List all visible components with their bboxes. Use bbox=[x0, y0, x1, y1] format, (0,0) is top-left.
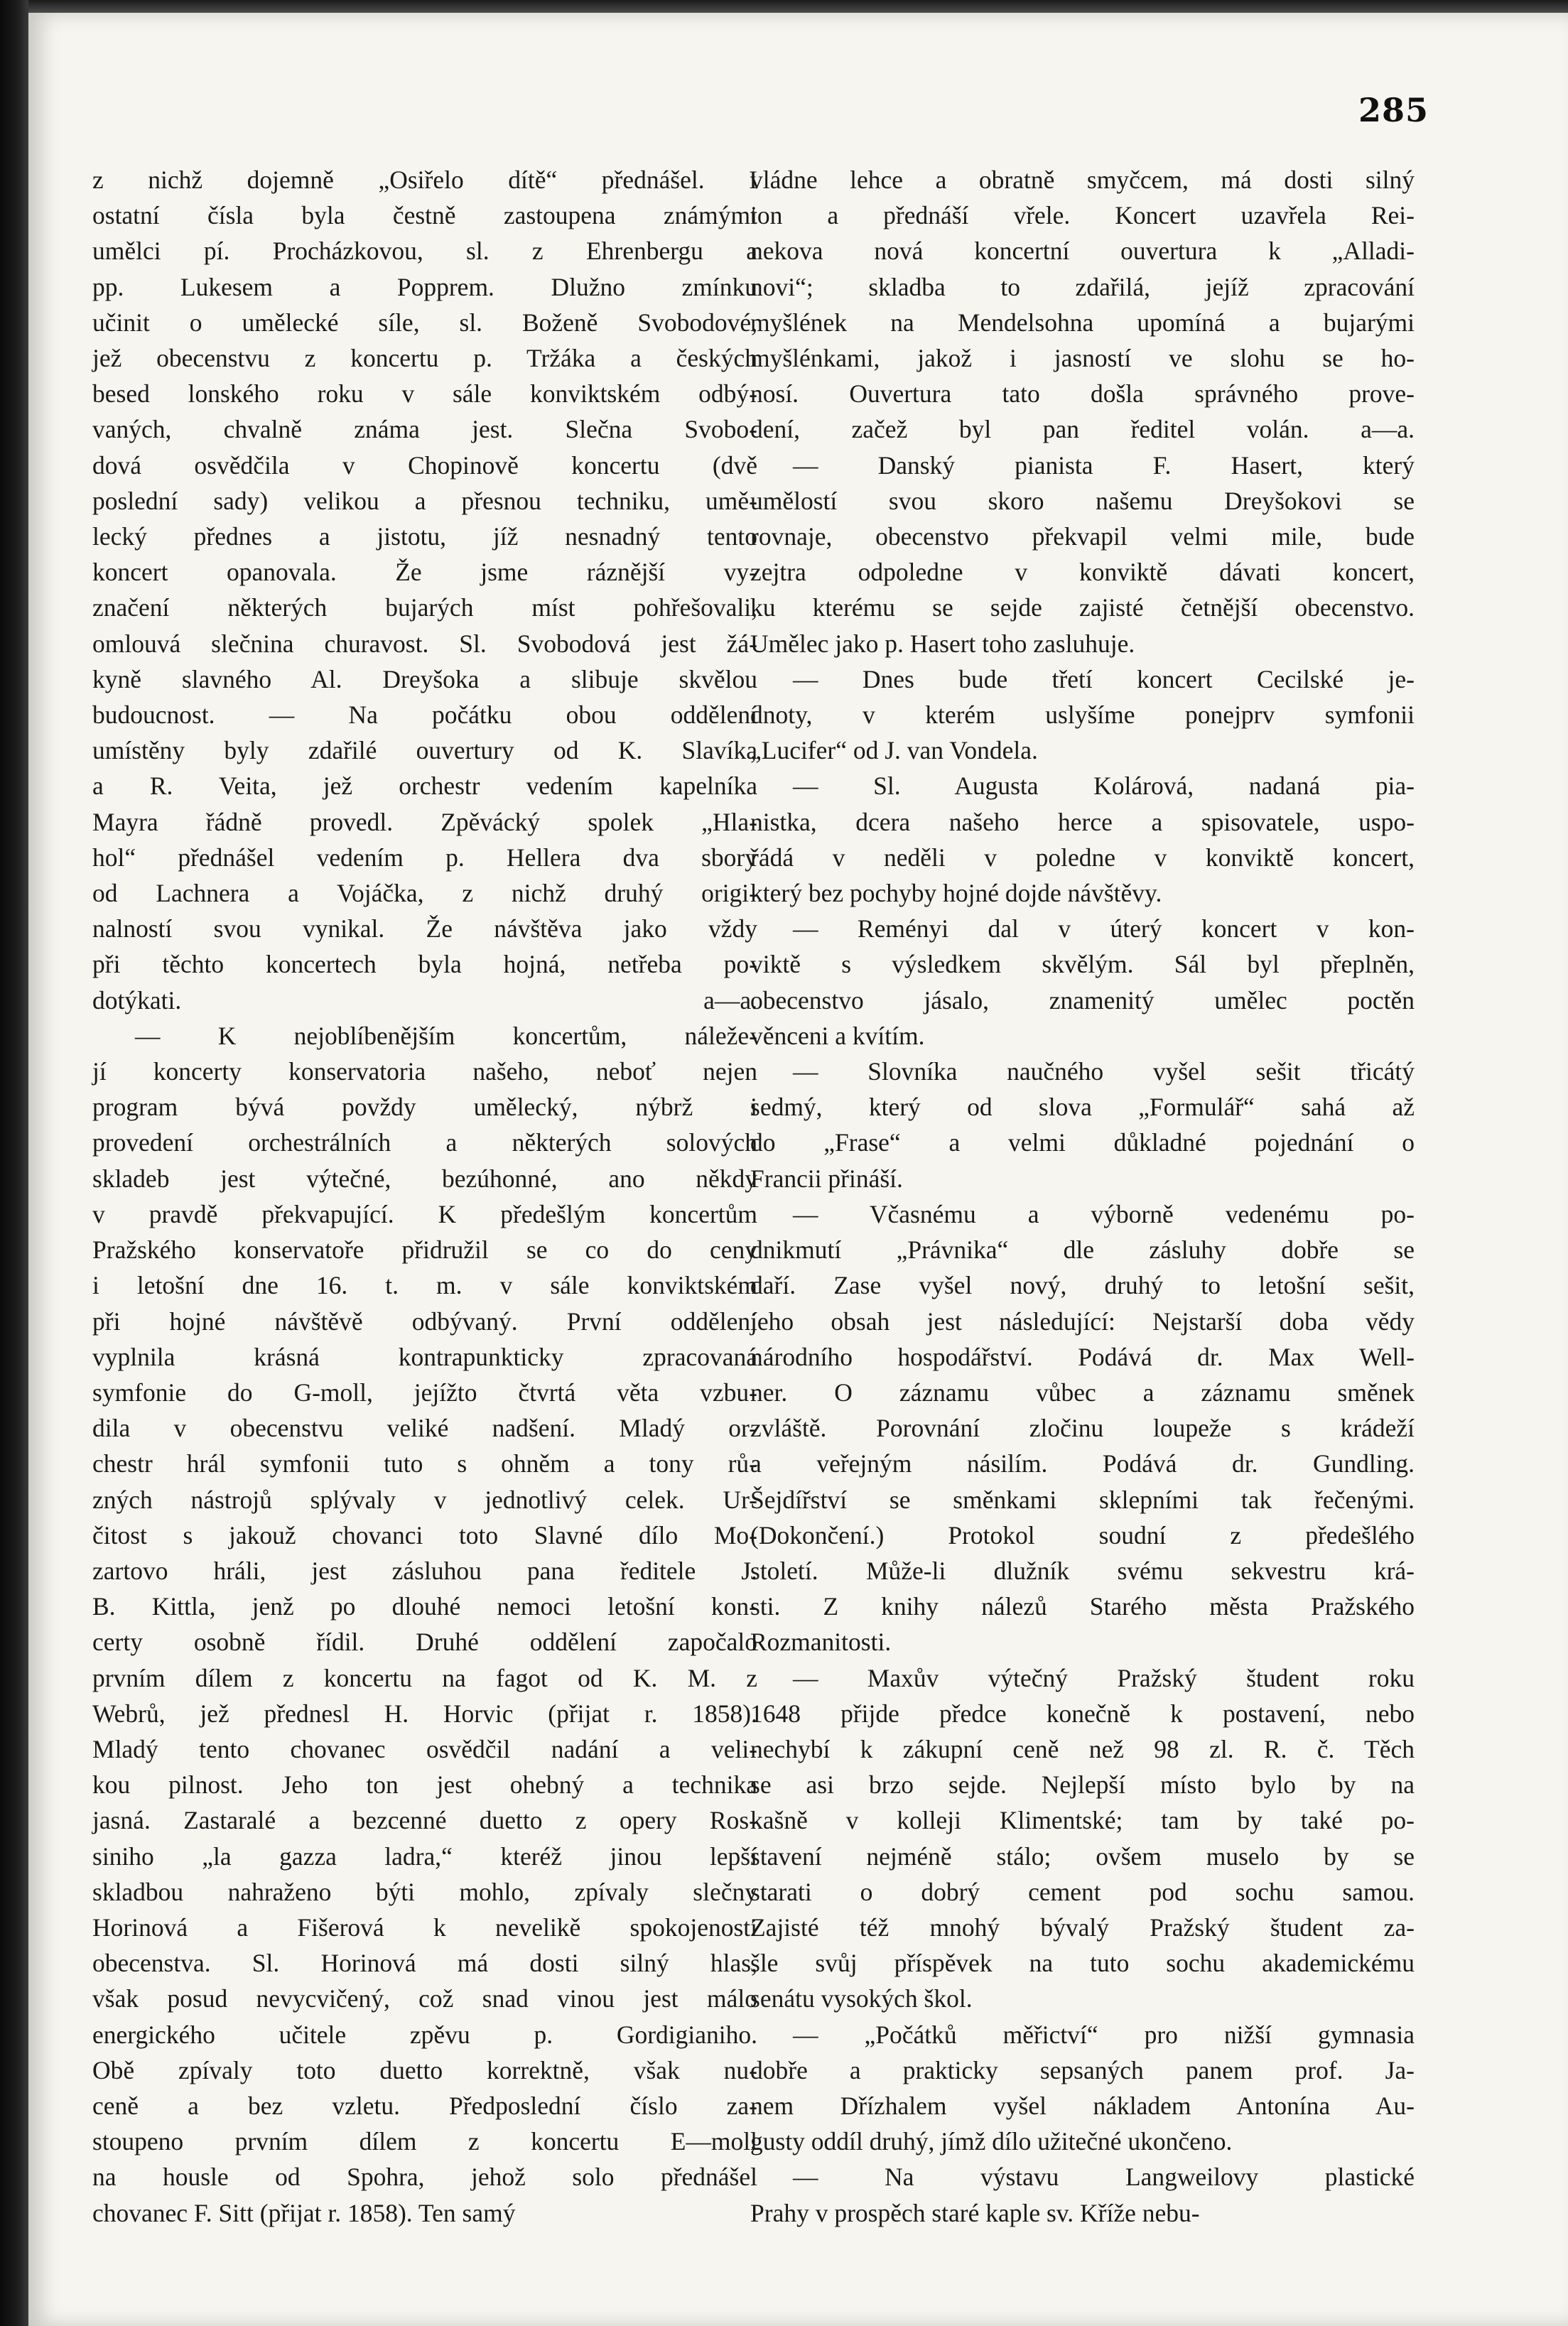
text-line: Mladý tento chovanec osvědčil nadání a veli- bbox=[92, 1734, 757, 1763]
text-line: na housle od Spohra, jehož solo přednášel bbox=[92, 2163, 757, 2192]
text-line: jež obecenstvu z koncertu p. Tržáka a českých bbox=[92, 344, 757, 373]
text-line: kašně v kolleji Klimentské; tam by také po- bbox=[750, 1806, 1415, 1835]
text-line: novi“; skladba to zdařilá, jejíž zpracování bbox=[750, 272, 1415, 301]
text-line: zartovo hráli, jest zásluhou pana ředitele J. bbox=[92, 1556, 757, 1585]
text-line: Obě zpívaly toto duetto korrektně, však nu- bbox=[92, 2055, 757, 2084]
text-line: besed lonského roku v sále konviktském odbý- bbox=[92, 379, 757, 409]
text-line: certy osobně řídil. Druhé oddělení započalo bbox=[92, 1628, 757, 1657]
text-line: nosí. Ouvertura tato došla správného prove- bbox=[750, 379, 1415, 409]
page-number: 285 bbox=[1358, 91, 1429, 129]
text-line: viktě s výsledkem skvělým. Sál byl přeplněn, bbox=[750, 950, 1415, 979]
text-line: myšlénkami, jakož i jasností ve slohu se ho- bbox=[750, 344, 1415, 373]
text-line: nekova nová koncertní ouvertura k „Alladi- bbox=[750, 237, 1415, 266]
text-line: (Dokončení.) Protokol soudní z předešlého bbox=[750, 1520, 1415, 1549]
text-line: dotýkati. a—a. bbox=[92, 985, 757, 1015]
text-line: i letošní dne 16. t. m. v sále konviktském bbox=[92, 1271, 757, 1300]
text-line: Umělec jako p. Hasert toho zasluhuje. bbox=[750, 629, 1135, 658]
text-column-right bbox=[750, 162, 1415, 2231]
text-line: budoucnost. — Na počátku obou oddělení bbox=[92, 700, 757, 730]
text-line: vládne lehce a obratně smyčcem, má dosti silný bbox=[750, 166, 1415, 194]
text-line: sti. Z knihy nálezů Starého města Pražského bbox=[750, 1592, 1415, 1621]
text-line: jeho obsah jest následující: Nejstarší doba vědy bbox=[750, 1307, 1415, 1336]
text-line: prvním dílem z koncertu na fagot od K. M. z bbox=[92, 1663, 757, 1692]
text-column-left bbox=[92, 162, 757, 2231]
text-line: ceně a bez vzletu. Předposlední číslo za- bbox=[92, 2091, 757, 2120]
text-line: Webrů, jež přednesl H. Horvic (přijat r. 1858). bbox=[92, 1699, 757, 1728]
text-line: kou pilnost. Jeho ton jest ohebný a technika bbox=[92, 1770, 757, 1800]
text-line: skladeb jest výtečné, bezúhonné, ano někdy bbox=[92, 1164, 757, 1193]
text-line: zejtra odpoledne v konviktě dávati koncert, bbox=[750, 558, 1415, 587]
text-line: rovnaje, obecenstvo překvapil velmi mile, bude bbox=[750, 522, 1415, 551]
text-line: ton a přednáší vřele. Koncert uzavřela Rei- bbox=[750, 201, 1415, 230]
text-line: Pražského konservatoře přidružil se co do ceny bbox=[92, 1235, 757, 1265]
text-line: stavení nejméně stálo; ovšem muselo by se bbox=[750, 1841, 1415, 1871]
text-line: dnoty, v kterém uslyšíme ponejprv symfonii bbox=[750, 700, 1415, 730]
text-line: Prahy v prospěch staré kaple sv. Kříže nebu- bbox=[750, 2198, 1200, 2227]
text-line: myšlének na Mendelsohna upomíná a bujarými bbox=[750, 308, 1415, 337]
text-line: ku kterému se sejde zajisté četnější obecenstvo. bbox=[750, 593, 1415, 622]
text-line: jí koncerty konservatoria našeho, neboť nejen bbox=[92, 1057, 757, 1086]
text-line: nem Dřízhalem vyšel nákladem Antonína Au- bbox=[750, 2091, 1415, 2120]
text-line: symfonie do G-moll, jejížto čtvrtá věta vzbu- bbox=[92, 1378, 757, 1407]
page-top-edge bbox=[28, 0, 1568, 13]
text-line: se asi brzo sejde. Nejlepší místo bylo by na bbox=[750, 1770, 1415, 1800]
text-line: gusty oddíl druhý, jímž dílo užitečné ukončeno. bbox=[750, 2127, 1233, 2156]
text-line: století. Může-li dlužník svému sekvestru krá- bbox=[750, 1556, 1415, 1585]
text-line: řádá v neděli v poledne v konviktě koncert, bbox=[750, 843, 1415, 872]
text-line: od Lachnera a Vojáčka, z nichž druhý origi- bbox=[92, 879, 757, 908]
text-line: program bývá povždy umělecký, nýbrž i bbox=[92, 1093, 757, 1122]
text-line: — K nejoblíbenějším koncertům, náleže- bbox=[135, 1021, 757, 1050]
text-line: energického učitele zpěvu p. Gordigianiho. bbox=[92, 2020, 757, 2049]
text-line: — Danský pianista F. Hasert, který bbox=[793, 450, 1415, 480]
text-line: národního hospodářství. Podává dr. Max Well- bbox=[750, 1342, 1415, 1371]
text-line: obecenstvo jásalo, znamenitý umělec poctěn bbox=[750, 985, 1415, 1015]
text-line: dnikmutí „Právnika“ dle zásluhy dobře se bbox=[750, 1235, 1415, 1265]
text-line: „Lucifer“ od J. van Vondela. bbox=[750, 736, 1038, 765]
text-line: — „Počátků měřictví“ pro nižší gymnasia bbox=[793, 2020, 1415, 2049]
text-line: do „Frase“ a velmi důkladné pojednání o bbox=[750, 1128, 1415, 1157]
text-line: nalností svou vynikal. Že návštěva jako vždy bbox=[92, 914, 757, 943]
text-line: chestr hrál symfonii tuto s ohněm a tony rů- bbox=[92, 1449, 757, 1478]
text-line: v pravdě překvapující. K předešlým koncertům bbox=[92, 1199, 757, 1228]
text-line: — Na výstavu Langweilovy plastické bbox=[793, 2163, 1415, 2192]
text-line: hol“ přednášel vedením p. Hellera dva sbory bbox=[92, 843, 757, 872]
text-line: starati o dobrý cement pod sochu samou. bbox=[750, 1877, 1415, 1906]
text-line: — Reményi dal v úterý koncert v kon- bbox=[793, 914, 1415, 943]
text-line: stoupeno prvním dílem z koncertu E—moll bbox=[92, 2127, 757, 2156]
text-line: a veřejným násilím. Podává dr. Gundling. bbox=[750, 1449, 1415, 1478]
text-line: při těchto koncertech byla hojná, netřeba po- bbox=[92, 950, 757, 979]
text-line: — Sl. Augusta Kolárová, nadaná pia- bbox=[793, 772, 1415, 801]
text-line: však posud nevycvičený, což snad vinou jest málo bbox=[92, 1984, 757, 2013]
text-line: siniho „la gazza ladra,“ kteréž jinou lepší bbox=[92, 1841, 757, 1871]
text-line: Rozmanitosti. bbox=[750, 1628, 892, 1657]
text-line: značení některých bujarých míst pohřešovali, bbox=[92, 593, 757, 622]
text-line: nechybí k zákupní ceně než 98 zl. R. č. Těch bbox=[750, 1734, 1415, 1763]
text-line: vyplnila krásná kontrapunkticky zpracovaná bbox=[92, 1342, 757, 1371]
text-line: nistka, dcera našeho herce a spisovatele, uspo- bbox=[750, 807, 1415, 836]
text-line: Šejdířství se směnkami sklepními tak řečenými. bbox=[750, 1485, 1415, 1514]
text-line: B. Kittla, jenž po dlouhé nemoci letošní kon- bbox=[92, 1592, 757, 1621]
text-line: — Včasnému a výborně vedenému po- bbox=[793, 1199, 1415, 1228]
text-line: dobře a prakticky sepsaných panem prof. Ja- bbox=[750, 2055, 1415, 2084]
text-line: senátu vysokých škol. bbox=[750, 1984, 973, 2013]
text-line: sedmý, který od slova „Formulář“ sahá až bbox=[750, 1093, 1415, 1122]
text-line: umístěny byly zdařilé ouvertury od K. Slavíka bbox=[92, 736, 757, 765]
text-line: šle svůj příspěvek na tuto sochu akademickému bbox=[750, 1949, 1415, 1978]
text-line: ner. O záznamu vůbec a záznamu směnek bbox=[750, 1378, 1415, 1407]
text-line: lecký přednes a jistotu, jíž nesnadný tento bbox=[92, 522, 757, 551]
text-line: omlouvá slečnina churavost. Sl. Svobodová jest žá- bbox=[92, 629, 757, 658]
text-line: — Dnes bude třetí koncert Cecilské je- bbox=[793, 664, 1415, 693]
book-spine-shadow bbox=[0, 0, 28, 2326]
text-line: — Slovníka naučného vyšel sešit třicátý bbox=[793, 1057, 1415, 1086]
text-line: Horinová a Fišerová k nevelikě spokojenosti bbox=[92, 1913, 757, 1942]
text-line: poslední sady) velikou a přesnou techniku, umě- bbox=[92, 486, 757, 515]
text-line: zvláště. Porovnání zločinu loupeže s krádeží bbox=[750, 1414, 1415, 1443]
text-line: provedení orchestrálních a některých solových bbox=[92, 1128, 757, 1157]
text-line: daří. Zase vyšel nový, druhý to letošní sešit, bbox=[750, 1271, 1415, 1300]
text-line: dová osvědčila v Chopinově koncertu (dvě bbox=[92, 450, 757, 480]
text-line: pp. Lukesem a Popprem. Dlužno zmínku bbox=[92, 272, 757, 301]
text-line: dení, začež byl pan ředitel volán. a—a. bbox=[750, 415, 1415, 444]
text-line: koncert opanovala. Že jsme ráznější vy- bbox=[92, 558, 757, 587]
text-line: skladbou nahraženo býti mohlo, zpívaly slečny bbox=[92, 1877, 757, 1906]
text-line: z nichž dojemně „Osiřelo dítě“ přednášel. I bbox=[92, 166, 757, 194]
text-line: a R. Veita, jež orchestr vedením kapelníka bbox=[92, 772, 757, 801]
text-line: ostatní čísla byla čestně zastoupena známými bbox=[92, 201, 757, 230]
text-line: věnceni a kvítím. bbox=[750, 1021, 925, 1050]
text-line: Francii přináší. bbox=[750, 1164, 903, 1193]
text-line: obecenstva. Sl. Horinová má dosti silný hlas, bbox=[92, 1949, 757, 1978]
text-line: 1648 přijde předce konečně k postavení, nebo bbox=[750, 1699, 1415, 1728]
text-line: — Maxův výtečný Pražský študent roku bbox=[793, 1663, 1415, 1692]
text-line: kyně slavného Al. Dreyšoka a slibuje skvělou bbox=[92, 664, 757, 693]
text-line: učinit o umělecké síle, sl. Boženě Svobodové, bbox=[92, 308, 757, 337]
text-line: Mayra řádně provedl. Zpěvácký spolek „Hla- bbox=[92, 807, 757, 836]
text-line: Zajisté též mnohý bývalý Pražský študent za- bbox=[750, 1913, 1415, 1942]
text-line: zných nástrojů splývaly v jednotlivý celek. Ur- bbox=[92, 1485, 757, 1514]
text-line: umělostí svou skoro našemu Dreyšokovi se bbox=[750, 486, 1415, 515]
text-line: jasná. Zastaralé a bezcenné duetto z opery Ros- bbox=[92, 1806, 757, 1835]
text-line: chovanec F. Sitt (přijat r. 1858). Ten samý bbox=[92, 2198, 516, 2227]
text-line: při hojné návštěvě odbývaný. První oddělení bbox=[92, 1307, 757, 1336]
text-line: vaných, chvalně známa jest. Slečna Svobo- bbox=[92, 415, 757, 444]
text-line: dila v obecenstvu veliké nadšení. Mladý or- bbox=[92, 1414, 757, 1443]
text-line: čitost s jakouž chovanci toto Slavné dílo Mo- bbox=[92, 1520, 757, 1549]
text-line: umělci pí. Procházkovou, sl. z Ehrenbergu a bbox=[92, 237, 757, 266]
text-line: který bez pochyby hojné dojde návštěvy. bbox=[750, 879, 1162, 908]
